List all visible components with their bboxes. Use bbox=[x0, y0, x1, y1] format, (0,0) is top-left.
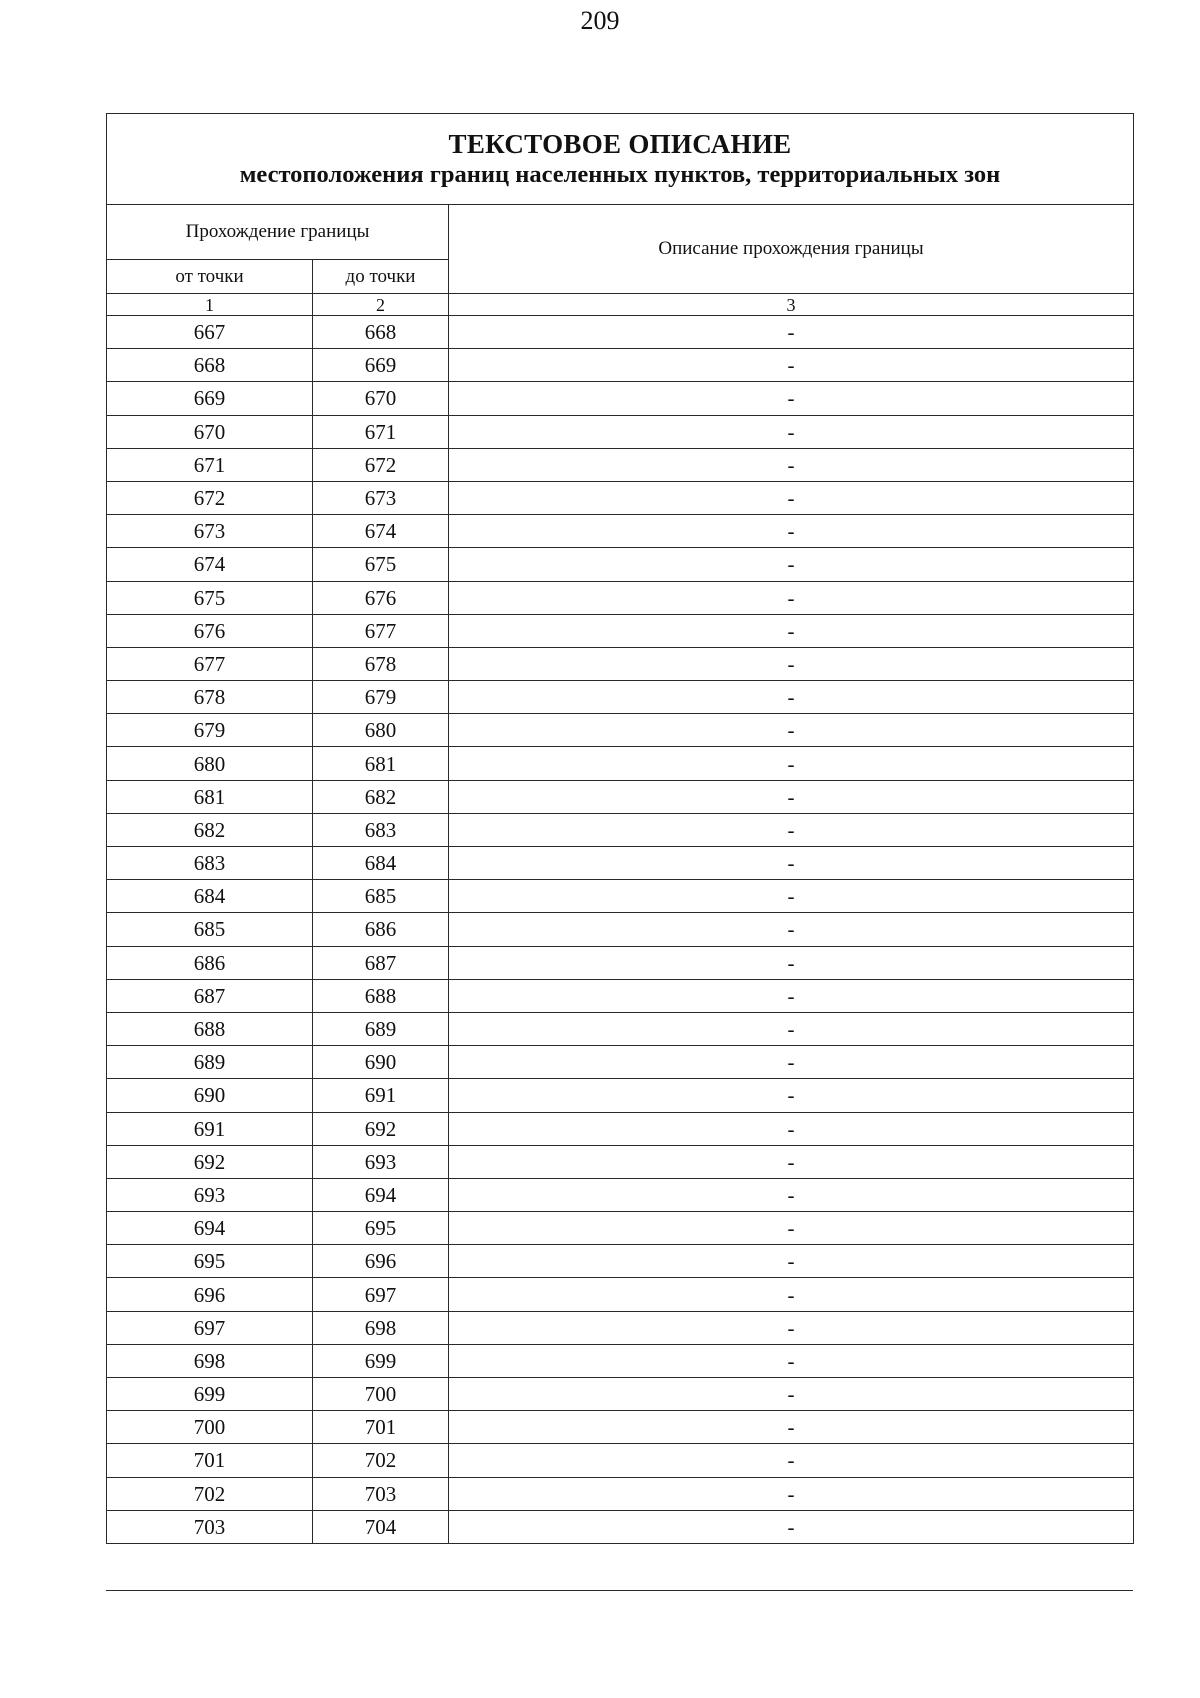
to-point-cell: 692 bbox=[313, 1112, 449, 1145]
description-cell: - bbox=[449, 913, 1134, 946]
from-point-cell: 679 bbox=[107, 714, 313, 747]
description-cell: - bbox=[449, 979, 1134, 1012]
table-row bbox=[107, 548, 1134, 581]
from-point-cell: 671 bbox=[107, 448, 313, 481]
description-cell: - bbox=[449, 647, 1134, 680]
description-cell: - bbox=[449, 415, 1134, 448]
table-row bbox=[107, 1046, 1134, 1079]
table-row bbox=[107, 448, 1134, 481]
column-number-2: 2 bbox=[313, 294, 449, 316]
table-row bbox=[107, 382, 1134, 415]
to-point-cell: 697 bbox=[313, 1278, 449, 1311]
from-point-cell: 688 bbox=[107, 1012, 313, 1045]
to-point-cell: 687 bbox=[313, 946, 449, 979]
from-point-cell: 670 bbox=[107, 415, 313, 448]
from-point-cell: 702 bbox=[107, 1477, 313, 1510]
from-point-cell: 691 bbox=[107, 1112, 313, 1145]
table-row bbox=[107, 1079, 1134, 1112]
description-cell: - bbox=[449, 847, 1134, 880]
table-row bbox=[107, 681, 1134, 714]
description-cell: - bbox=[449, 1178, 1134, 1211]
to-point-cell: 696 bbox=[313, 1245, 449, 1278]
to-point-cell: 691 bbox=[313, 1079, 449, 1112]
description-cell: - bbox=[449, 714, 1134, 747]
table-row bbox=[107, 913, 1134, 946]
description-cell: - bbox=[449, 382, 1134, 415]
table-body bbox=[107, 316, 1134, 1544]
description-cell: - bbox=[449, 1311, 1134, 1344]
to-point-cell: 702 bbox=[313, 1444, 449, 1477]
table-row bbox=[107, 847, 1134, 880]
table-row bbox=[107, 481, 1134, 514]
table-row bbox=[107, 1145, 1134, 1178]
description-cell: - bbox=[449, 780, 1134, 813]
to-point-cell: 693 bbox=[313, 1145, 449, 1178]
description-cell: - bbox=[449, 1145, 1134, 1178]
boundary-description-table bbox=[106, 113, 1134, 1544]
table-row bbox=[107, 614, 1134, 647]
to-point-cell: 698 bbox=[313, 1311, 449, 1344]
to-point-cell: 670 bbox=[313, 382, 449, 415]
table-title-cell bbox=[107, 114, 1134, 205]
from-point-cell: 686 bbox=[107, 946, 313, 979]
description-cell: - bbox=[449, 1344, 1134, 1377]
description-cell: - bbox=[449, 1046, 1134, 1079]
to-point-cell: 703 bbox=[313, 1477, 449, 1510]
to-point-cell: 690 bbox=[313, 1046, 449, 1079]
table-row bbox=[107, 515, 1134, 548]
column-number-1: 1 bbox=[107, 294, 313, 316]
description-cell: - bbox=[449, 880, 1134, 913]
table-row bbox=[107, 1311, 1134, 1344]
from-point-cell: 678 bbox=[107, 681, 313, 714]
description-cell: - bbox=[449, 1012, 1134, 1045]
from-point-cell: 685 bbox=[107, 913, 313, 946]
from-point-cell: 695 bbox=[107, 1245, 313, 1278]
document-title: ТЕКСТОВОЕ ОПИСАНИЕ bbox=[448, 129, 792, 159]
from-point-cell: 673 bbox=[107, 515, 313, 548]
from-point-cell: 674 bbox=[107, 548, 313, 581]
to-point-cell: 672 bbox=[313, 448, 449, 481]
from-point-cell: 672 bbox=[107, 481, 313, 514]
from-point-cell: 697 bbox=[107, 1311, 313, 1344]
from-point-cell: 668 bbox=[107, 349, 313, 382]
from-point-cell: 675 bbox=[107, 581, 313, 614]
description-cell: - bbox=[449, 946, 1134, 979]
table-row bbox=[107, 1444, 1134, 1477]
table-row bbox=[107, 349, 1134, 382]
to-point-cell: 685 bbox=[313, 880, 449, 913]
to-point-cell: 677 bbox=[313, 614, 449, 647]
table-row bbox=[107, 714, 1134, 747]
table-row bbox=[107, 1178, 1134, 1211]
description-cell: - bbox=[449, 1444, 1134, 1477]
from-point-cell: 692 bbox=[107, 1145, 313, 1178]
description-cell: - bbox=[449, 1477, 1134, 1510]
column-number-3: 3 bbox=[449, 294, 1134, 316]
from-point-cell: 684 bbox=[107, 880, 313, 913]
table-row bbox=[107, 979, 1134, 1012]
description-header: Описание прохождения границы bbox=[449, 205, 1134, 294]
description-cell: - bbox=[449, 747, 1134, 780]
from-point-cell: 698 bbox=[107, 1344, 313, 1377]
description-cell: - bbox=[449, 1079, 1134, 1112]
description-cell: - bbox=[449, 481, 1134, 514]
table-row bbox=[107, 1278, 1134, 1311]
table-row bbox=[107, 1245, 1134, 1278]
from-point-cell: 699 bbox=[107, 1378, 313, 1411]
from-point-cell: 683 bbox=[107, 847, 313, 880]
from-point-cell: 703 bbox=[107, 1510, 313, 1543]
bottom-rule bbox=[106, 1590, 1133, 1591]
table-row bbox=[107, 316, 1134, 349]
from-point-cell: 669 bbox=[107, 382, 313, 415]
from-point-cell: 694 bbox=[107, 1212, 313, 1245]
table-row bbox=[107, 415, 1134, 448]
description-cell: - bbox=[449, 515, 1134, 548]
document-subtitle: местоположения границ населенных пунктов, территориальных зон bbox=[239, 161, 1001, 188]
description-cell: - bbox=[449, 813, 1134, 846]
table-row bbox=[107, 1344, 1134, 1377]
to-point-cell: 694 bbox=[313, 1178, 449, 1211]
table-row bbox=[107, 1378, 1134, 1411]
description-cell: - bbox=[449, 1245, 1134, 1278]
to-point-cell: 669 bbox=[313, 349, 449, 382]
table-row bbox=[107, 1477, 1134, 1510]
description-cell: - bbox=[449, 1212, 1134, 1245]
table-row bbox=[107, 1112, 1134, 1145]
from-point-cell: 682 bbox=[107, 813, 313, 846]
from-point-cell: 676 bbox=[107, 614, 313, 647]
table-row bbox=[107, 780, 1134, 813]
to-point-cell: 704 bbox=[313, 1510, 449, 1543]
description-cell: - bbox=[449, 448, 1134, 481]
to-point-cell: 676 bbox=[313, 581, 449, 614]
table-row bbox=[107, 880, 1134, 913]
to-point-cell: 682 bbox=[313, 780, 449, 813]
to-point-cell: 680 bbox=[313, 714, 449, 747]
description-cell: - bbox=[449, 1510, 1134, 1543]
table-header bbox=[107, 114, 1134, 316]
description-cell: - bbox=[449, 1112, 1134, 1145]
to-point-cell: 675 bbox=[313, 548, 449, 581]
to-point-cell: 673 bbox=[313, 481, 449, 514]
from-point-cell: 687 bbox=[107, 979, 313, 1012]
to-point-cell: 700 bbox=[313, 1378, 449, 1411]
table-row bbox=[107, 581, 1134, 614]
table-row bbox=[107, 647, 1134, 680]
description-cell: - bbox=[449, 548, 1134, 581]
description-cell: - bbox=[449, 681, 1134, 714]
table-row bbox=[107, 813, 1134, 846]
to-point-cell: 671 bbox=[313, 415, 449, 448]
description-cell: - bbox=[449, 316, 1134, 349]
from-point-cell: 677 bbox=[107, 647, 313, 680]
from-point-cell: 693 bbox=[107, 1178, 313, 1211]
from-point-header: от точки bbox=[107, 260, 313, 294]
from-point-cell: 681 bbox=[107, 780, 313, 813]
to-point-cell: 668 bbox=[313, 316, 449, 349]
to-point-cell: 684 bbox=[313, 847, 449, 880]
to-point-cell: 701 bbox=[313, 1411, 449, 1444]
boundary-passage-header: Прохождение границы bbox=[107, 205, 449, 260]
to-point-cell: 681 bbox=[313, 747, 449, 780]
to-point-cell: 695 bbox=[313, 1212, 449, 1245]
to-point-cell: 678 bbox=[313, 647, 449, 680]
to-point-cell: 688 bbox=[313, 979, 449, 1012]
to-point-cell: 689 bbox=[313, 1012, 449, 1045]
from-point-cell: 700 bbox=[107, 1411, 313, 1444]
table-row bbox=[107, 1212, 1134, 1245]
description-cell: - bbox=[449, 1378, 1134, 1411]
to-point-cell: 686 bbox=[313, 913, 449, 946]
from-point-cell: 680 bbox=[107, 747, 313, 780]
from-point-cell: 696 bbox=[107, 1278, 313, 1311]
table-row bbox=[107, 1510, 1134, 1543]
table-row bbox=[107, 747, 1134, 780]
to-point-cell: 683 bbox=[313, 813, 449, 846]
table-row bbox=[107, 1411, 1134, 1444]
description-cell: - bbox=[449, 581, 1134, 614]
to-point-cell: 674 bbox=[313, 515, 449, 548]
description-cell: - bbox=[449, 349, 1134, 382]
table-row bbox=[107, 1012, 1134, 1045]
to-point-cell: 699 bbox=[313, 1344, 449, 1377]
to-point-cell: 679 bbox=[313, 681, 449, 714]
from-point-cell: 701 bbox=[107, 1444, 313, 1477]
from-point-cell: 689 bbox=[107, 1046, 313, 1079]
from-point-cell: 690 bbox=[107, 1079, 313, 1112]
to-point-header: до точки bbox=[313, 260, 449, 294]
from-point-cell: 667 bbox=[107, 316, 313, 349]
page-number: 209 bbox=[580, 6, 620, 35]
description-cell: - bbox=[449, 614, 1134, 647]
table-row bbox=[107, 946, 1134, 979]
description-cell: - bbox=[449, 1278, 1134, 1311]
description-cell: - bbox=[449, 1411, 1134, 1444]
